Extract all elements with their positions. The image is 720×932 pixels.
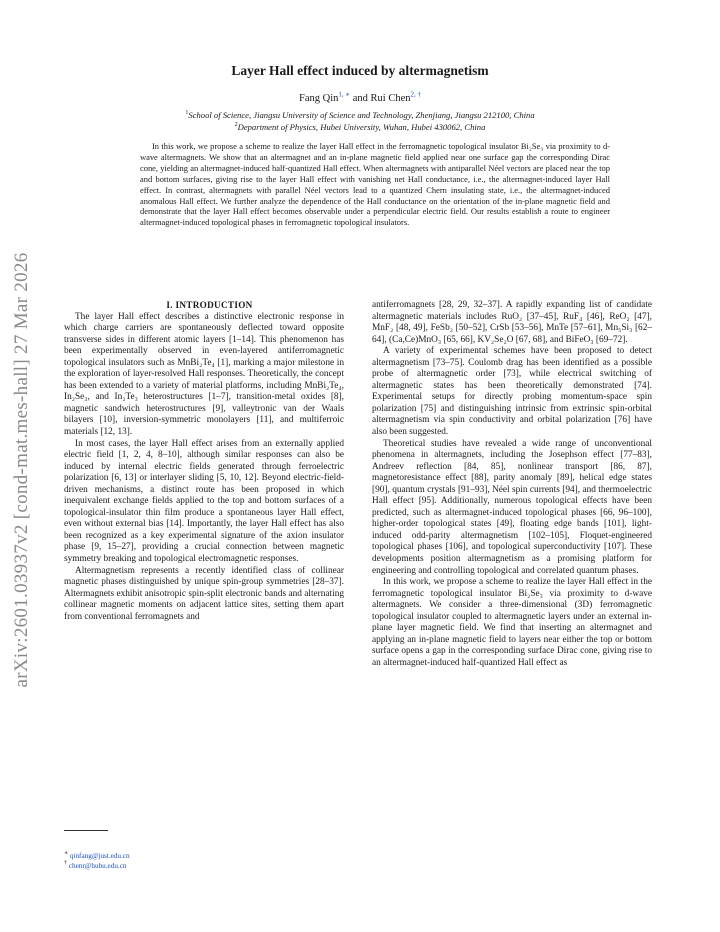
author-2-marker: 2, † [410, 90, 422, 99]
footnote-1-mark: ∗ [64, 850, 69, 857]
footnote-1-email-link[interactable]: qinfang@just.edu.cn [69, 852, 130, 860]
footnote-divider [64, 830, 108, 831]
footnote-2 [64, 861, 130, 871]
intro-paragraph-3: Altermagnetism represents a recently identified class of collinear magnetic phases distinguished by unique spin-group symmetries [28–37]. Altermagnets exhibit anisotropic spin-split electronic bands and alternating collinear magnetic moments on adjacent lattice sites, setting them apart from conventional ferromagnets and [64, 565, 344, 622]
footnotes [64, 851, 130, 871]
author-1-name: Fang Qin [298, 93, 339, 104]
footnote-1 [64, 851, 130, 861]
author-2-name: Rui Chen [370, 93, 411, 104]
affiliation-1-number: 1 [185, 110, 189, 117]
arxiv-sidebar-stamp [2, 252, 42, 688]
intro-paragraph-7: In this work, we propose a scheme to realize the layer Hall effect in the ferromagnetic topological insulator Bi₂Se₃ via proximity to d-wave altermagnets. We consider a three-dimensional (3D) ferromagnetic topological insulator coupled to altermagnetic layers under an external in-plane layer magnetic field. We find that inserting an altermagnet and applying an in-plane magnetic field to layers near either the top or bottom surface opens a gap in the corresponding surface Dirac cone, giving rise to an altermagnet-induced half-quantized Hall effect as [372, 577, 652, 668]
intro-paragraph-5: A variety of experimental schemes have been proposed to detect altermagnetism [73–75]. Coulomb drag has been identified as a possible probe of altermagnetic order [73], while electrical switching of altermagnetic states has been theoretically demonstrated [74]. Experimental setups for directly probing momentum-space spin polarization [75] and distinguishing intrinsic from extrinsic spin-orbital altermagnetism via spin conductivity and orbital polarization [76] have also been suggested. [372, 346, 652, 438]
section-heading: I. INTRODUCTION [166, 300, 253, 310]
paper-title: Layer Hall effect induced by altermagnetism [231, 63, 489, 78]
affiliation-2-text: Department of Physics, Hubei University, Wuhan, Hubei 430062, China [237, 122, 486, 132]
intro-paragraph-2: In most cases, the layer Hall effect arises from an externally applied electric field [1, 2, 4, 8–10], although similar responses can also be induced by internal electric fields generated through ferroelectric polarization [6, 13] or interlayer sliding [5, 10, 12]. Beyond electric-field-driven mechanisms, a distinct route has been proposed in which inequivalent exchange fields applied to the top and bottom surfaces of a topological-insulator thin film produce a spontaneous layer Hall effect, even without external bias [14]. Importantly, the layer Hall effect has also been recognized as a key experimental signature of the axion insulator phase [9, 15–27], providing a crucial connection between magnetic symmetry breaking and topological electromagnetic responses. [64, 438, 344, 565]
abstract-text: In this work, we propose a scheme to realize the layer Hall effect in the ferromagnetic topological insulator Bi₂Se₃ via proximity to d-wave altermagnets. We show that an altermagnet and an in-plane magnetic field applied near one surface gap the corresponding Dirac cone, yielding an altermagnet-induced half-quantized Hall effect. When altermagnets with antiparallel Néel vectors are placed near the top and bottom surfaces, giving rise to the layer Hall effect with vanishing net Hall conductance, i.e., the altermagnet-induced layer Hall effect. In contrast, altermagnets with parallel Néel vectors lead to a quantized Chern insulating state, i.e., the altermagnet-induced anomalous Hall effect. We further analyze the dependence of the Hall conductance on the orientation of the in-plane magnetic field and demonstrate that the layer Hall effect becomes observable under a perpendicular electric field. Our results establish a route to engineer altermagnet-induced topological phases in ferromagnetic topological insulators. [140, 141, 610, 228]
footnote-2-email-link[interactable]: chenr@hubu.edu.cn [68, 862, 127, 870]
author-line [0, 90, 720, 104]
author-conjunction: and [350, 93, 371, 104]
intro-paragraph-4: antiferromagnets [28, 29, 32–37]. A rapidly expanding list of candidate altermagnetic materials includes RuO₂ [37–45], RuF₄ [46], ReO₂ [47], MnF₂ [48, 49], FeSb₂ [50–52], CrSb [53–56], MnTe [57–61], Mn₅Si₃ [62–64], (Ca,Ce)MnO₃ [65, 66], KV₂Se₂O [67, 68], and BiFeO₃ [69–72]. [372, 300, 652, 345]
right-column [372, 300, 652, 670]
author-1-marker: 1, ∗ [338, 90, 351, 99]
affiliation-2 [0, 122, 720, 132]
intro-paragraph-1: The layer Hall effect describes a distinctive electronic response in which charge carriers are spontaneously deflected toward opposite transverse sides in different atomic layers [1–14]. This phenomenon has been experimentally observed in even-layered antiferromagnetic topological insulators such as MnBi₂Te₄ [1], marking a major milestone in the exploration of layer-resolved Hall responses. Theoretically, the concept has been extended to a variety of material platforms, including MnBi₂Te₄, In₂Se₃, and In₂Te₃ heterostructures [1–7], transition-metal oxides [8], magnetic sandwich heterostructures [9], valleytronic van der Waals bilayers [10], inversion-symmetric monolayers [11], and multiferroic materials [12, 13]. [64, 311, 344, 438]
affiliation-1-text: School of Science, Jiangsu University of Science and Technology, Zhenjiang, Jiangsu 212100, China [188, 110, 535, 120]
left-column [64, 300, 344, 623]
abstract [140, 141, 610, 228]
footnote-2-mark: † [64, 860, 67, 867]
affiliation-2-number: 2 [234, 122, 238, 129]
arxiv-identifier: arXiv:2601.03937v2 [cond-mat.mes-hall] 27 Mar 2026 [11, 252, 32, 688]
intro-paragraph-6: Theoretical studies have revealed a wide range of unconventional phenomena in altermagnets, including the Josephson effect [77–83], Andreev reflection [84, 85], nonlinear transport [86, 87], magnetoresistance effect [88], parity anomaly [89], helical edge states [90], quantum crystals [91–93], Néel spin currents [94], and thermoelectric Hall effect [95]. Additionally, numerous topological effects have been predicted, such as altermagnet-induced topological phases [66, 96–100], higher-order topological states [49], floating edge bands [101], light-induced odd-parity altermagnetism [102–105], Floquet-engineered topological phases [106], and topological superconductivity [107]. These developments position altermagnetism as a promising platform for engineering and controlling topological and correlated quantum phases. [372, 438, 652, 576]
affiliation-1 [0, 110, 720, 120]
